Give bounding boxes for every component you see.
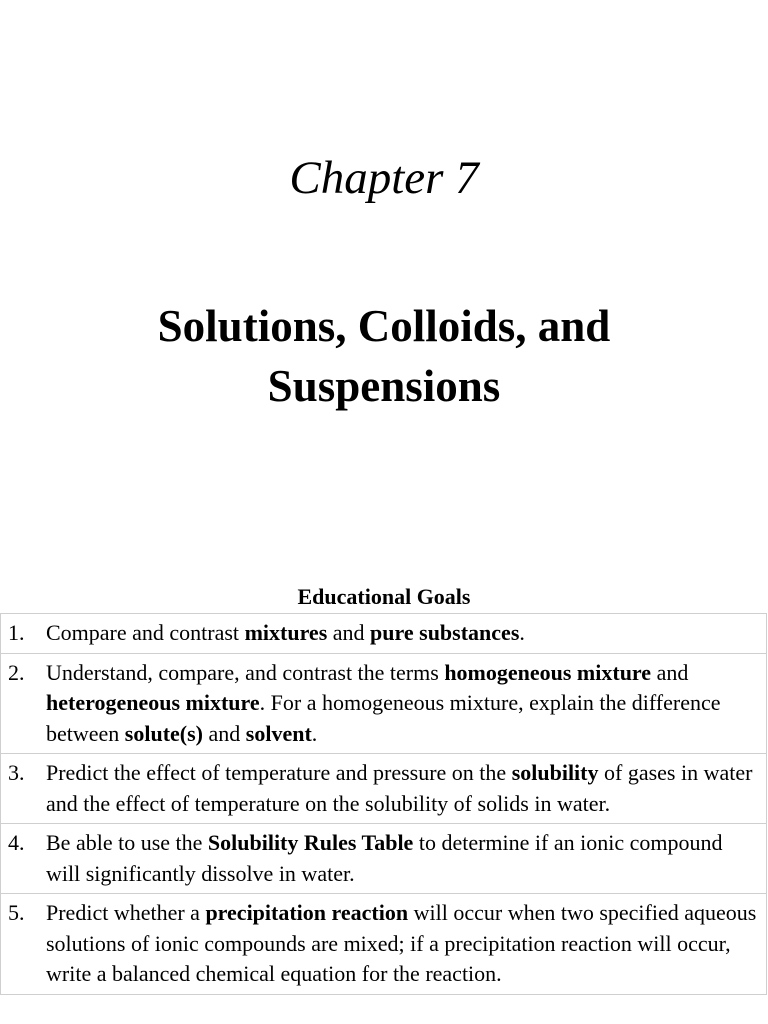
goal-text-segment: Predict the effect of temperature and pressure on the <box>46 760 512 785</box>
goal-text <box>46 653 767 754</box>
goal-text <box>46 614 767 654</box>
goal-key-term: pure substances <box>370 620 520 645</box>
goal-key-term: mixtures <box>244 620 328 645</box>
goal-key-term: heterogeneous mixture <box>46 690 260 715</box>
goal-item <box>1 894 767 995</box>
goal-key-term: solvent <box>245 720 312 746</box>
goal-key-term: solute(s) <box>124 720 204 746</box>
goal-number: 2. <box>1 653 47 754</box>
goal-item <box>1 653 767 754</box>
goal-text-segment: to determine if an ionic compound will significantly dissolve in water. <box>46 830 723 886</box>
goal-text <box>46 754 767 824</box>
goal-text-segment: and <box>203 720 246 746</box>
goal-text-segment: Compare and contrast <box>46 620 245 645</box>
goal-item <box>1 754 767 824</box>
chapter-title-line-1: Solutions, Colloids, and <box>157 301 611 351</box>
educational-goals-table <box>0 613 767 995</box>
educational-goals-heading: Educational Goals <box>297 584 471 609</box>
goal-text-segment: of gases in water and the effect of temperature on the solubility of solids in water. <box>46 760 753 816</box>
goal-text-segment: and <box>327 620 371 645</box>
chapter-number: Chapter 7 <box>289 152 479 204</box>
goal-key-term: solubility <box>511 760 599 785</box>
goal-text-segment: Be able to use the <box>46 830 208 855</box>
goal-item <box>1 824 767 894</box>
goal-text-segment: and <box>651 659 689 685</box>
chapter-title-line-2: Suspensions <box>267 361 501 411</box>
goal-item <box>1 614 767 654</box>
goal-text-segment: . <box>519 620 525 645</box>
goals-list <box>1 614 767 995</box>
goal-text-segment: Predict whether a <box>46 900 206 925</box>
goal-number: 1. <box>1 614 47 654</box>
goal-text <box>46 824 767 894</box>
goal-text-segment: . <box>311 720 318 746</box>
goal-key-term: Solubility Rules Table <box>207 830 414 855</box>
goal-text <box>46 894 767 995</box>
goal-number: 5. <box>1 894 47 995</box>
goal-key-term: precipitation reaction <box>205 900 409 925</box>
goal-text-segment: . For a homogeneous mixture, explain the difference between <box>46 690 721 746</box>
goal-number: 3. <box>1 754 47 824</box>
goal-key-term: homogeneous mixture <box>444 659 652 685</box>
goal-text-segment: will occur when two specified aqueous solutions of ionic compounds are mixed; if a precipitation reaction will occur, write a balanced chemical equation for the reaction. <box>46 900 757 986</box>
goal-number: 4. <box>1 824 47 894</box>
chapter-title <box>0 296 768 416</box>
goal-text-segment: Understand, compare, and contrast the terms <box>46 659 445 685</box>
